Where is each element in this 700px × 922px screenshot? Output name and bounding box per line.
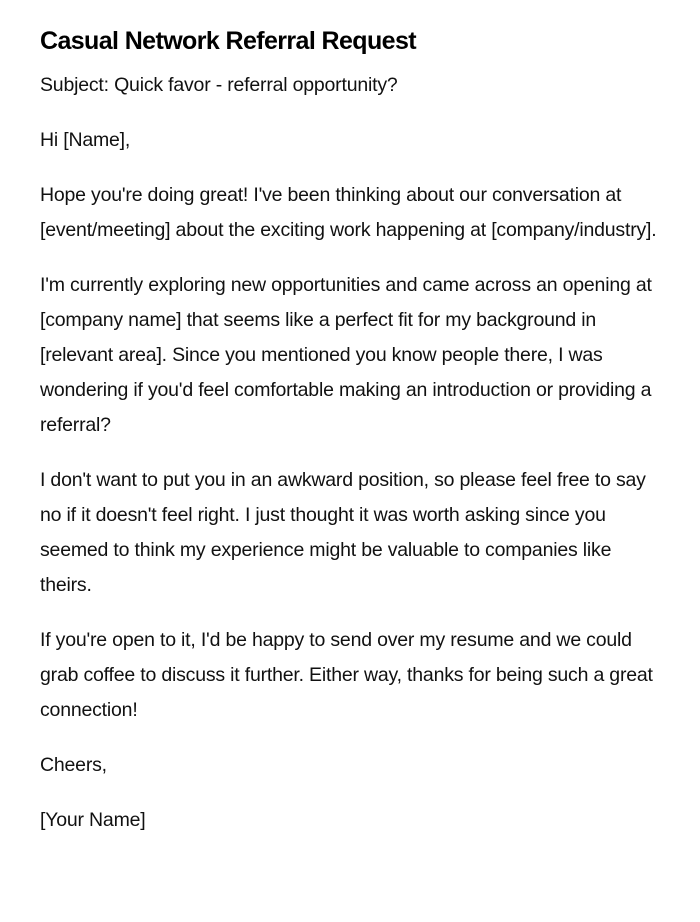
document-title: Casual Network Referral Request xyxy=(40,27,416,55)
greeting: Hi [Name], xyxy=(40,129,131,151)
body-paragraph-2: I'm currently exploring new opportunities and came across an opening at [company name] that seems like a perfect fit for my background in [relevant area]. Since you mentioned you know people there, I was wondering if you'd feel comfortable making an introduction or providing a referral? xyxy=(40,274,652,436)
body-paragraph-3: I don't want to put you in an awkward position, so please feel free to say no if it doesn't feel right. I just thought it was worth asking since you seemed to think my experience might be valuable to companies like theirs. xyxy=(40,469,646,596)
closing: Cheers, xyxy=(40,754,107,776)
body-paragraph-4: If you're open to it, I'd be happy to send over my resume and we could grab coffee to discuss it further. Either way, thanks for being such a great connection! xyxy=(40,629,653,721)
subject-line: Subject: Quick favor - referral opportunity? xyxy=(40,74,398,96)
signature: [Your Name] xyxy=(40,809,146,831)
body-paragraph-1: Hope you're doing great! I've been thinking about our conversation at [event/meeting] about the exciting work happening at [company/industry]. xyxy=(40,184,657,241)
